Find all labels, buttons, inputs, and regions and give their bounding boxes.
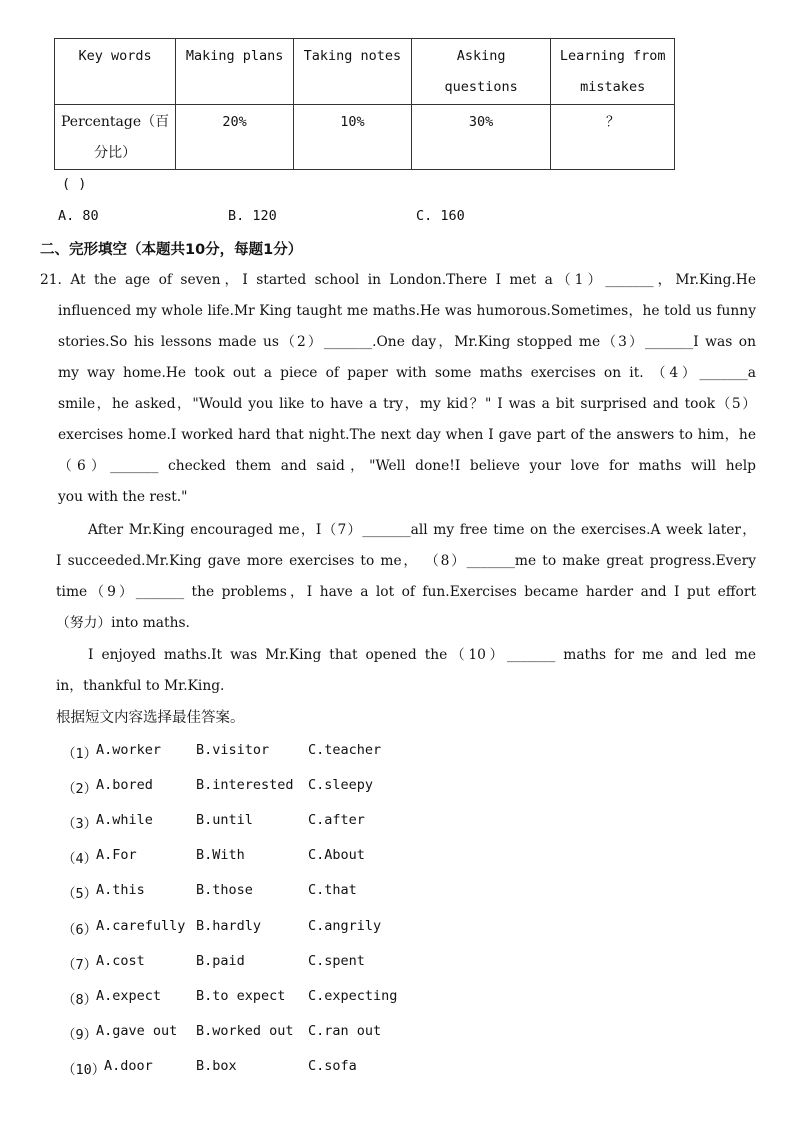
table-header-row	[55, 39, 675, 105]
question-number: （9）	[62, 1027, 98, 1043]
option-a: A.bored	[96, 777, 153, 793]
option-c: C.angrily	[308, 918, 382, 934]
option-c: C.spent	[308, 953, 365, 969]
option-a: A.carefully	[96, 918, 186, 934]
option-b: B.to expect	[196, 988, 286, 1004]
option-c: C.expecting	[308, 988, 398, 1004]
option-c: C. 160	[416, 208, 465, 224]
passage-line: （努力）into maths.	[56, 615, 190, 631]
answer-blank: ( )	[62, 176, 87, 192]
option-c: C.teacher	[308, 742, 382, 758]
passage-line: I succeeded.Mr.King gave more exercises to me， （8）_______me to make great progress.Every	[56, 553, 756, 569]
passage	[58, 296, 756, 513]
option-b: B. 120	[228, 208, 277, 224]
table-header-cell: Making plans	[176, 39, 294, 105]
passage-line: my way home.He took out a piece of paper with some maths exercises on it. （4）_______a	[58, 365, 756, 381]
option-a: A.expect	[96, 988, 162, 1004]
passage-line: 21. At the age of seven，I started school in London.There I met a（1）_______，Mr.King.He	[40, 272, 756, 288]
passage-line: in，thankful to Mr.King.	[56, 678, 225, 694]
question-number: （1）	[62, 746, 98, 762]
table-row-label: Percentage（百分比）	[55, 105, 176, 170]
option-c: C.ran out	[308, 1023, 382, 1039]
option-b: B.paid	[196, 953, 245, 969]
option-a: A.For	[96, 847, 137, 863]
passage	[56, 671, 756, 702]
option-c: C.after	[308, 812, 365, 828]
option-b: B.box	[196, 1058, 237, 1074]
option-a: A.while	[96, 812, 153, 828]
option-a: A.this	[96, 882, 145, 898]
option-c: C.About	[308, 847, 365, 863]
question-number: （3）	[62, 816, 98, 832]
table-cell: 10%	[294, 105, 412, 170]
option-a: A.worker	[96, 742, 162, 758]
passage-line: I enjoyed maths.It was Mr.King that opened the（10）_______ maths for me and led me	[88, 647, 756, 663]
option-b: B.With	[196, 847, 245, 863]
section-title: 二、完形填空（本题共10分，每题1分）	[40, 242, 303, 258]
question-number: （6）	[62, 922, 98, 938]
passage-line: stories.So his lessons made us（2）_______.One day，Mr.King stopped me（3）_______I was on	[58, 334, 756, 350]
keywords-table	[54, 38, 675, 170]
passage	[88, 640, 756, 671]
passage-line: influenced my whole life.Mr King taught me maths.He was humorous.Sometimes，he told us funny	[58, 303, 756, 319]
question-number: （5）	[62, 886, 98, 902]
passage	[40, 265, 756, 296]
option-a: A.door	[104, 1058, 153, 1074]
table-header-cell: Asking questions	[411, 39, 551, 105]
option-c: C.sofa	[308, 1058, 357, 1074]
option-c: C.sleepy	[308, 777, 374, 793]
option-b: B.worked out	[196, 1023, 294, 1039]
question-number: （7）	[62, 957, 98, 973]
passage-line: time（9）_______ the problems，I have a lot of fun.Exercises became harder and I put effort	[56, 584, 756, 600]
passage-line: exercises home.I worked hard that night.The next day when I gave part of the answers to him，he	[58, 427, 756, 443]
option-a: A.gave out	[96, 1023, 178, 1039]
table-row	[55, 105, 675, 170]
table-header-cell: Learning from mistakes	[551, 39, 675, 105]
table-header-cell: Key words	[55, 39, 176, 105]
table-header-cell: Taking notes	[294, 39, 412, 105]
passage-line: smile，he asked，"Would you like to have a try，my kid？" I was a bit surprised and took（5）	[58, 396, 756, 412]
table-cell: ？	[551, 105, 675, 170]
option-b: B.interested	[196, 777, 294, 793]
option-b: B.until	[196, 812, 253, 828]
question-number: （8）	[62, 992, 98, 1008]
option-a: A.cost	[96, 953, 145, 969]
option-b: B.visitor	[196, 742, 270, 758]
option-b: B.hardly	[196, 918, 262, 934]
passage-line: （6）_______ checked them and said，"Well done!I believe your love for maths will help	[58, 458, 756, 474]
passage	[56, 546, 756, 639]
table-cell: 20%	[176, 105, 294, 170]
passage-line: you with the rest."	[58, 489, 188, 505]
passage	[88, 515, 756, 546]
table-cell: 30%	[411, 105, 551, 170]
question-number: （4）	[62, 851, 98, 867]
question-number: （10）	[62, 1062, 106, 1078]
passage-line: After Mr.King encouraged me，I（7）_______all my free time on the exercises.A week later，	[88, 522, 756, 538]
question-number: （2）	[62, 781, 98, 797]
instruction: 根据短文内容选择最佳答案。	[56, 710, 245, 726]
option-a: A. 80	[58, 208, 99, 224]
option-b: B.those	[196, 882, 253, 898]
option-c: C.that	[308, 882, 357, 898]
